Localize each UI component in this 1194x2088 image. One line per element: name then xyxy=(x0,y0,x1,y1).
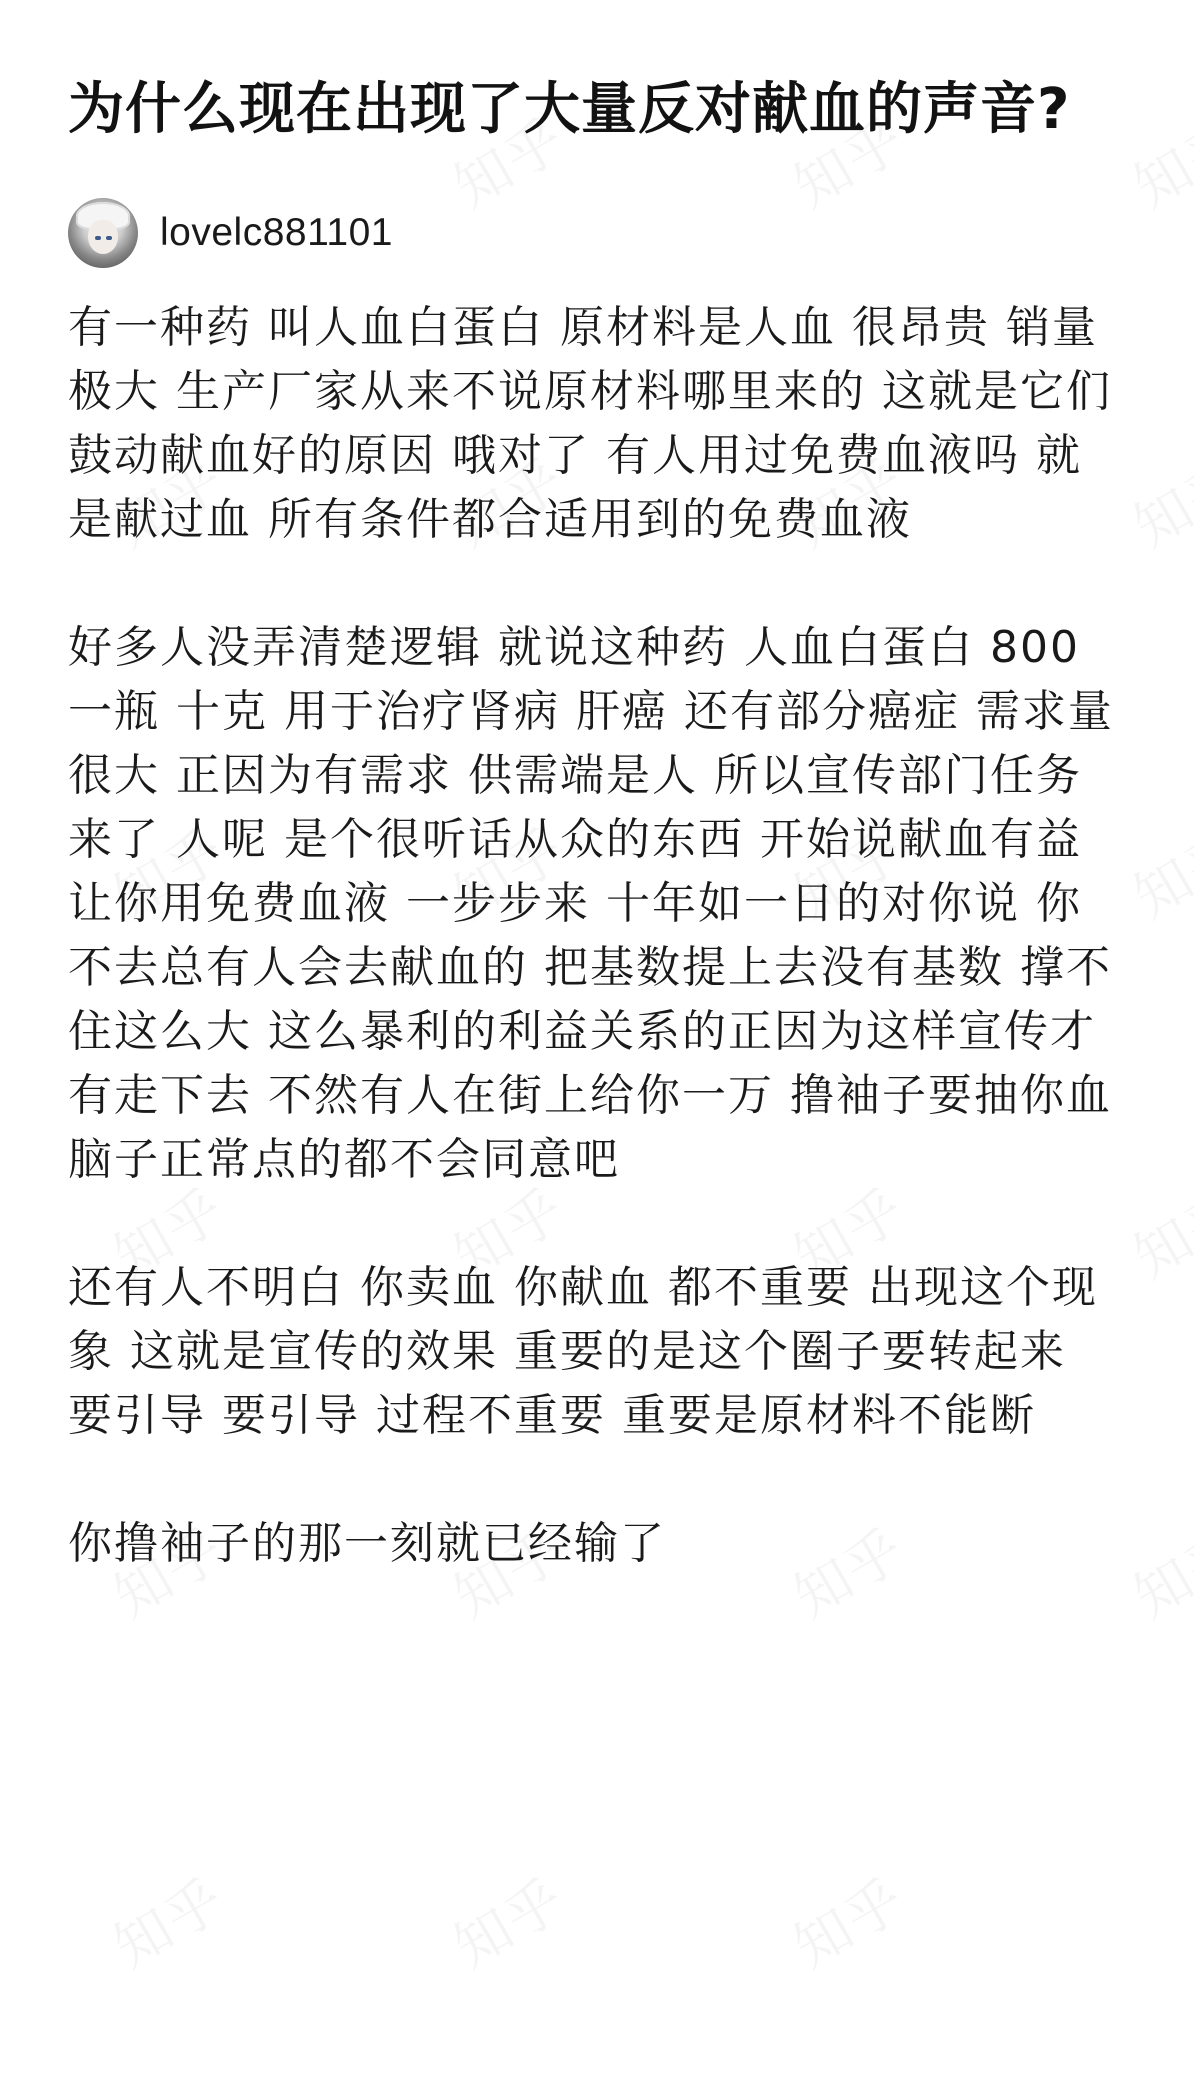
question-title[interactable]: 为什么现在出现了大量反对献血的声音? xyxy=(68,77,1071,142)
avatar-icon[interactable] xyxy=(68,198,138,268)
answer-paragraph: 有一种药 叫人血白蛋白 原材料是人血 很昂贵 销量极大 生产厂家从来不说原材料哪里来的 这就是它们鼓动献血好的原因 哦对了 有人用过免费血液吗 就是献过血 所有条件都合适用到的免费血液 xyxy=(68,302,1112,545)
author-row[interactable] xyxy=(68,198,1124,268)
avatar-face xyxy=(88,220,118,254)
avatar-eye xyxy=(95,236,101,240)
watermark xyxy=(438,1856,578,1983)
watermark xyxy=(98,1856,238,1983)
avatar-eye xyxy=(106,236,112,240)
answer-paragraph: 你撸袖子的那一刻就已经输了 xyxy=(68,1518,666,1569)
answer-paragraph: 好多人没弄清楚逻辑 就说这种药 人血白蛋白 800一瓶 十克 用于治疗肾病 肝癌 还有部分癌症 需求量很大 正因为有需求 供需端是人 所以宣传部门任务来了 人呢 是个很听话从众的东西 开始说献血有益 让你用免费血液 一步步来 十年如一日的对你说 你不去总有人会去献血的 把基数提上去没有基数 撑不住这么大 这么暴利的利益关系的正因为这样宣传才有走下去 不然有人在街上给你一万 撸袖子要抽你血 脑子正常点的都不会同意吧 xyxy=(68,622,1114,1185)
watermark xyxy=(778,1856,918,1983)
answer-paragraph: 还有人不明白 你卖血 你献血 都不重要 出现这个现象 这就是宣传的效果 重要的是这个圈子要转起来 要引导 要引导 过程不重要 重要是原材料不能断 xyxy=(68,1262,1098,1441)
author-name[interactable]: lovelc881101 xyxy=(160,211,393,254)
answer-body xyxy=(68,296,1124,1576)
